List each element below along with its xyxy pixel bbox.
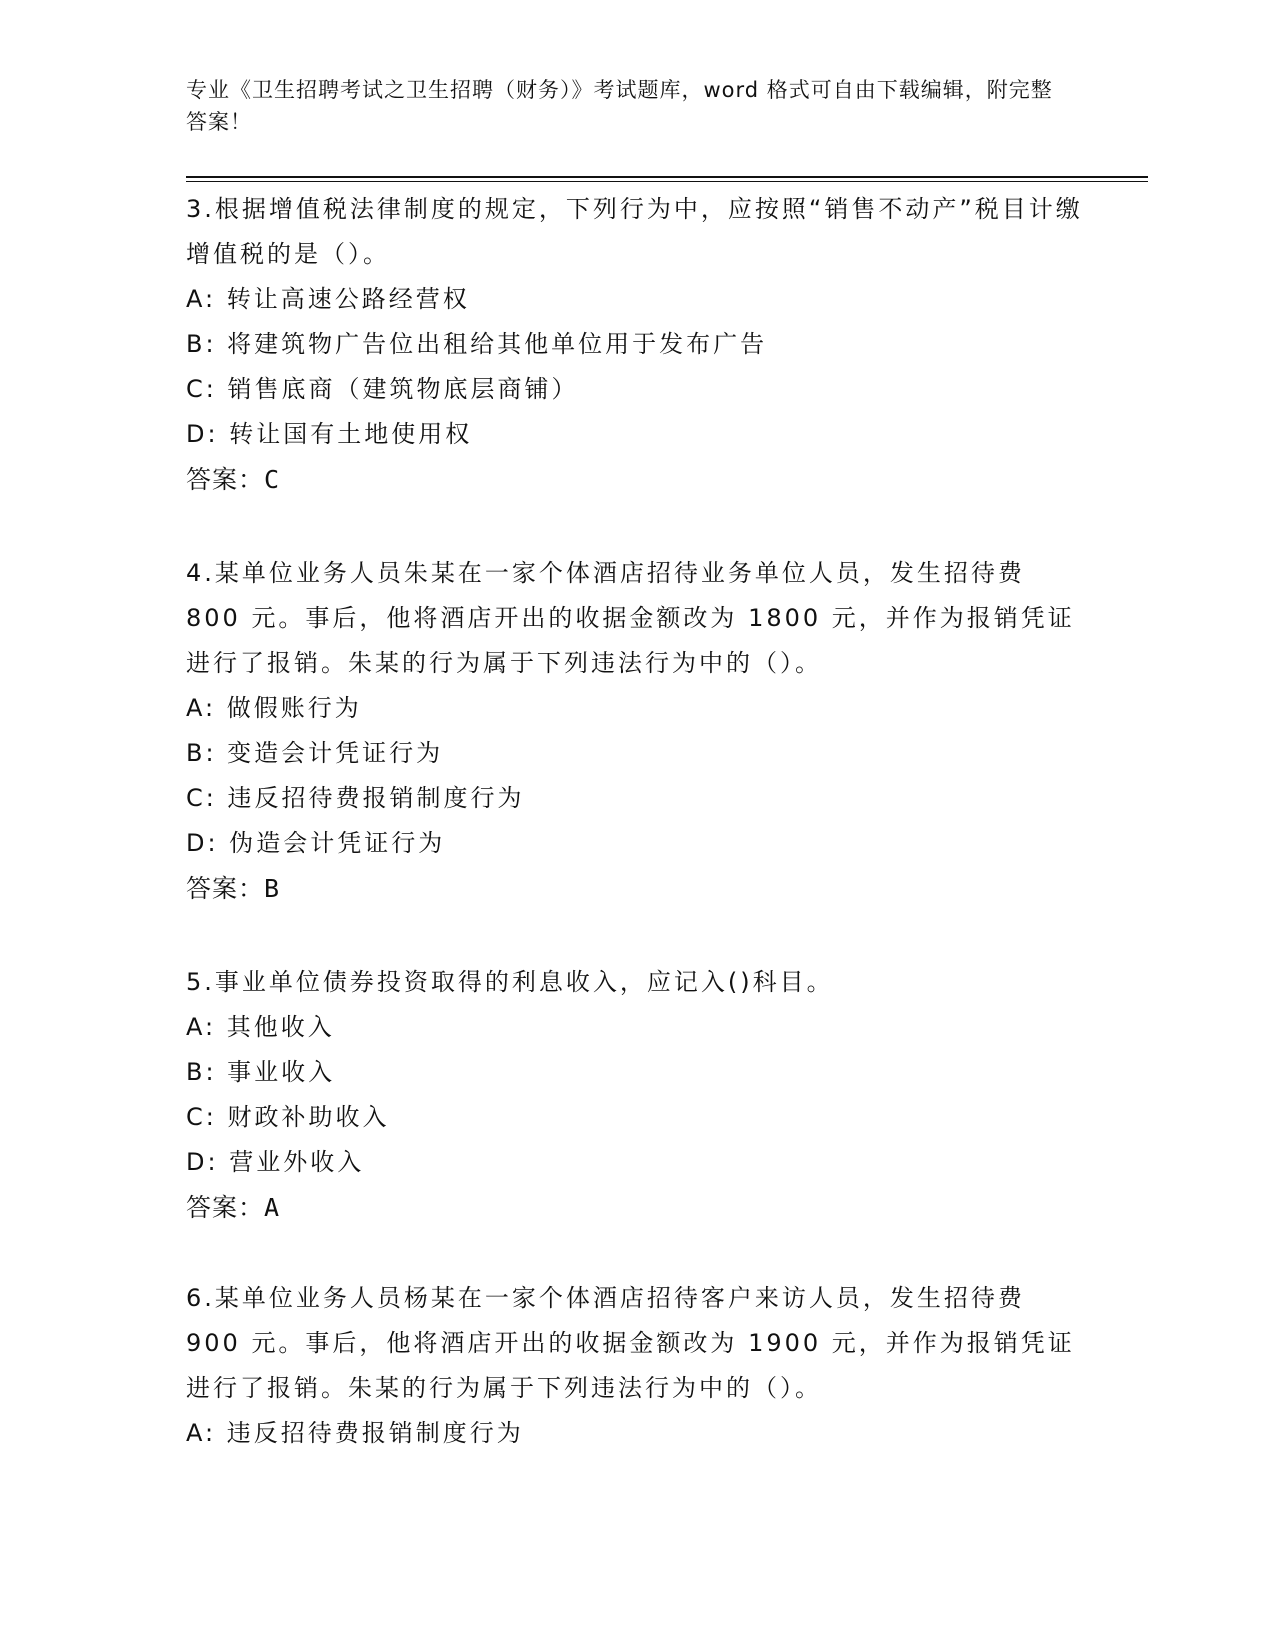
- question-text: 4.某单位业务人员朱某在一家个体酒店招待业务单位人员，发生招待费 800 元。事后，他将酒店开出的收据金额改为 1800 元，并作为报销凭证进行了报销。朱某的行为属于下列违法行为中的（）。: [186, 559, 1075, 677]
- answer-label: 答案：: [186, 874, 265, 903]
- option-b: B: 变造会计凭证行为: [186, 739, 444, 767]
- option-d: D: 营业外收入: [186, 1148, 365, 1176]
- option-a: A: 违反招待费报销制度行为: [186, 1419, 524, 1447]
- option-c: C: 销售底商（建筑物底层商铺）: [186, 375, 579, 403]
- document-header: 专业《卫生招聘考试之卫生招聘（财务）》考试题库，word 格式可自由下载编辑，附完整答案！: [186, 78, 1053, 134]
- question-text: 3.根据增值税法律制度的规定，下列行为中，应按照“销售不动产”税目计缴增值税的是（）。: [186, 195, 1083, 268]
- answer-line: [186, 457, 1086, 502]
- header-divider: [186, 176, 1148, 182]
- option-c: C: 违反招待费报销制度行为: [186, 784, 525, 812]
- option-b: B: 事业收入: [186, 1058, 336, 1086]
- answer-label: 答案：: [186, 1193, 265, 1222]
- answer-value: A: [264, 1193, 281, 1222]
- question-text: 5.事业单位债券投资取得的利息收入，应记入()科目。: [186, 968, 834, 996]
- question-text: 6.某单位业务人员杨某在一家个体酒店招待客户来访人员，发生招待费 900 元。事后，他将酒店开出的收据金额改为 1900 元，并作为报销凭证进行了报销。朱某的行为属于下列违法行为中的（）。: [186, 1284, 1075, 1402]
- question-3: [186, 187, 1086, 502]
- answer-line: [186, 866, 1086, 911]
- answer-value: B: [264, 874, 281, 903]
- question-4: [186, 551, 1086, 911]
- question-5: [186, 960, 1086, 1230]
- question-6: [186, 1276, 1086, 1456]
- option-d: D: 伪造会计凭证行为: [186, 829, 446, 857]
- answer-value: C: [264, 465, 281, 494]
- answer-label: 答案：: [186, 465, 265, 494]
- option-a: A: 其他收入: [186, 1013, 335, 1041]
- option-a: A: 转让高速公路经营权: [186, 285, 470, 313]
- answer-line: [186, 1185, 1086, 1230]
- option-c: C: 财政补助收入: [186, 1103, 390, 1131]
- option-d: D: 转让国有土地使用权: [186, 420, 473, 448]
- option-b: B: 将建筑物广告位出租给其他单位用于发布广告: [186, 330, 768, 358]
- option-a: A: 做假账行为: [186, 694, 362, 722]
